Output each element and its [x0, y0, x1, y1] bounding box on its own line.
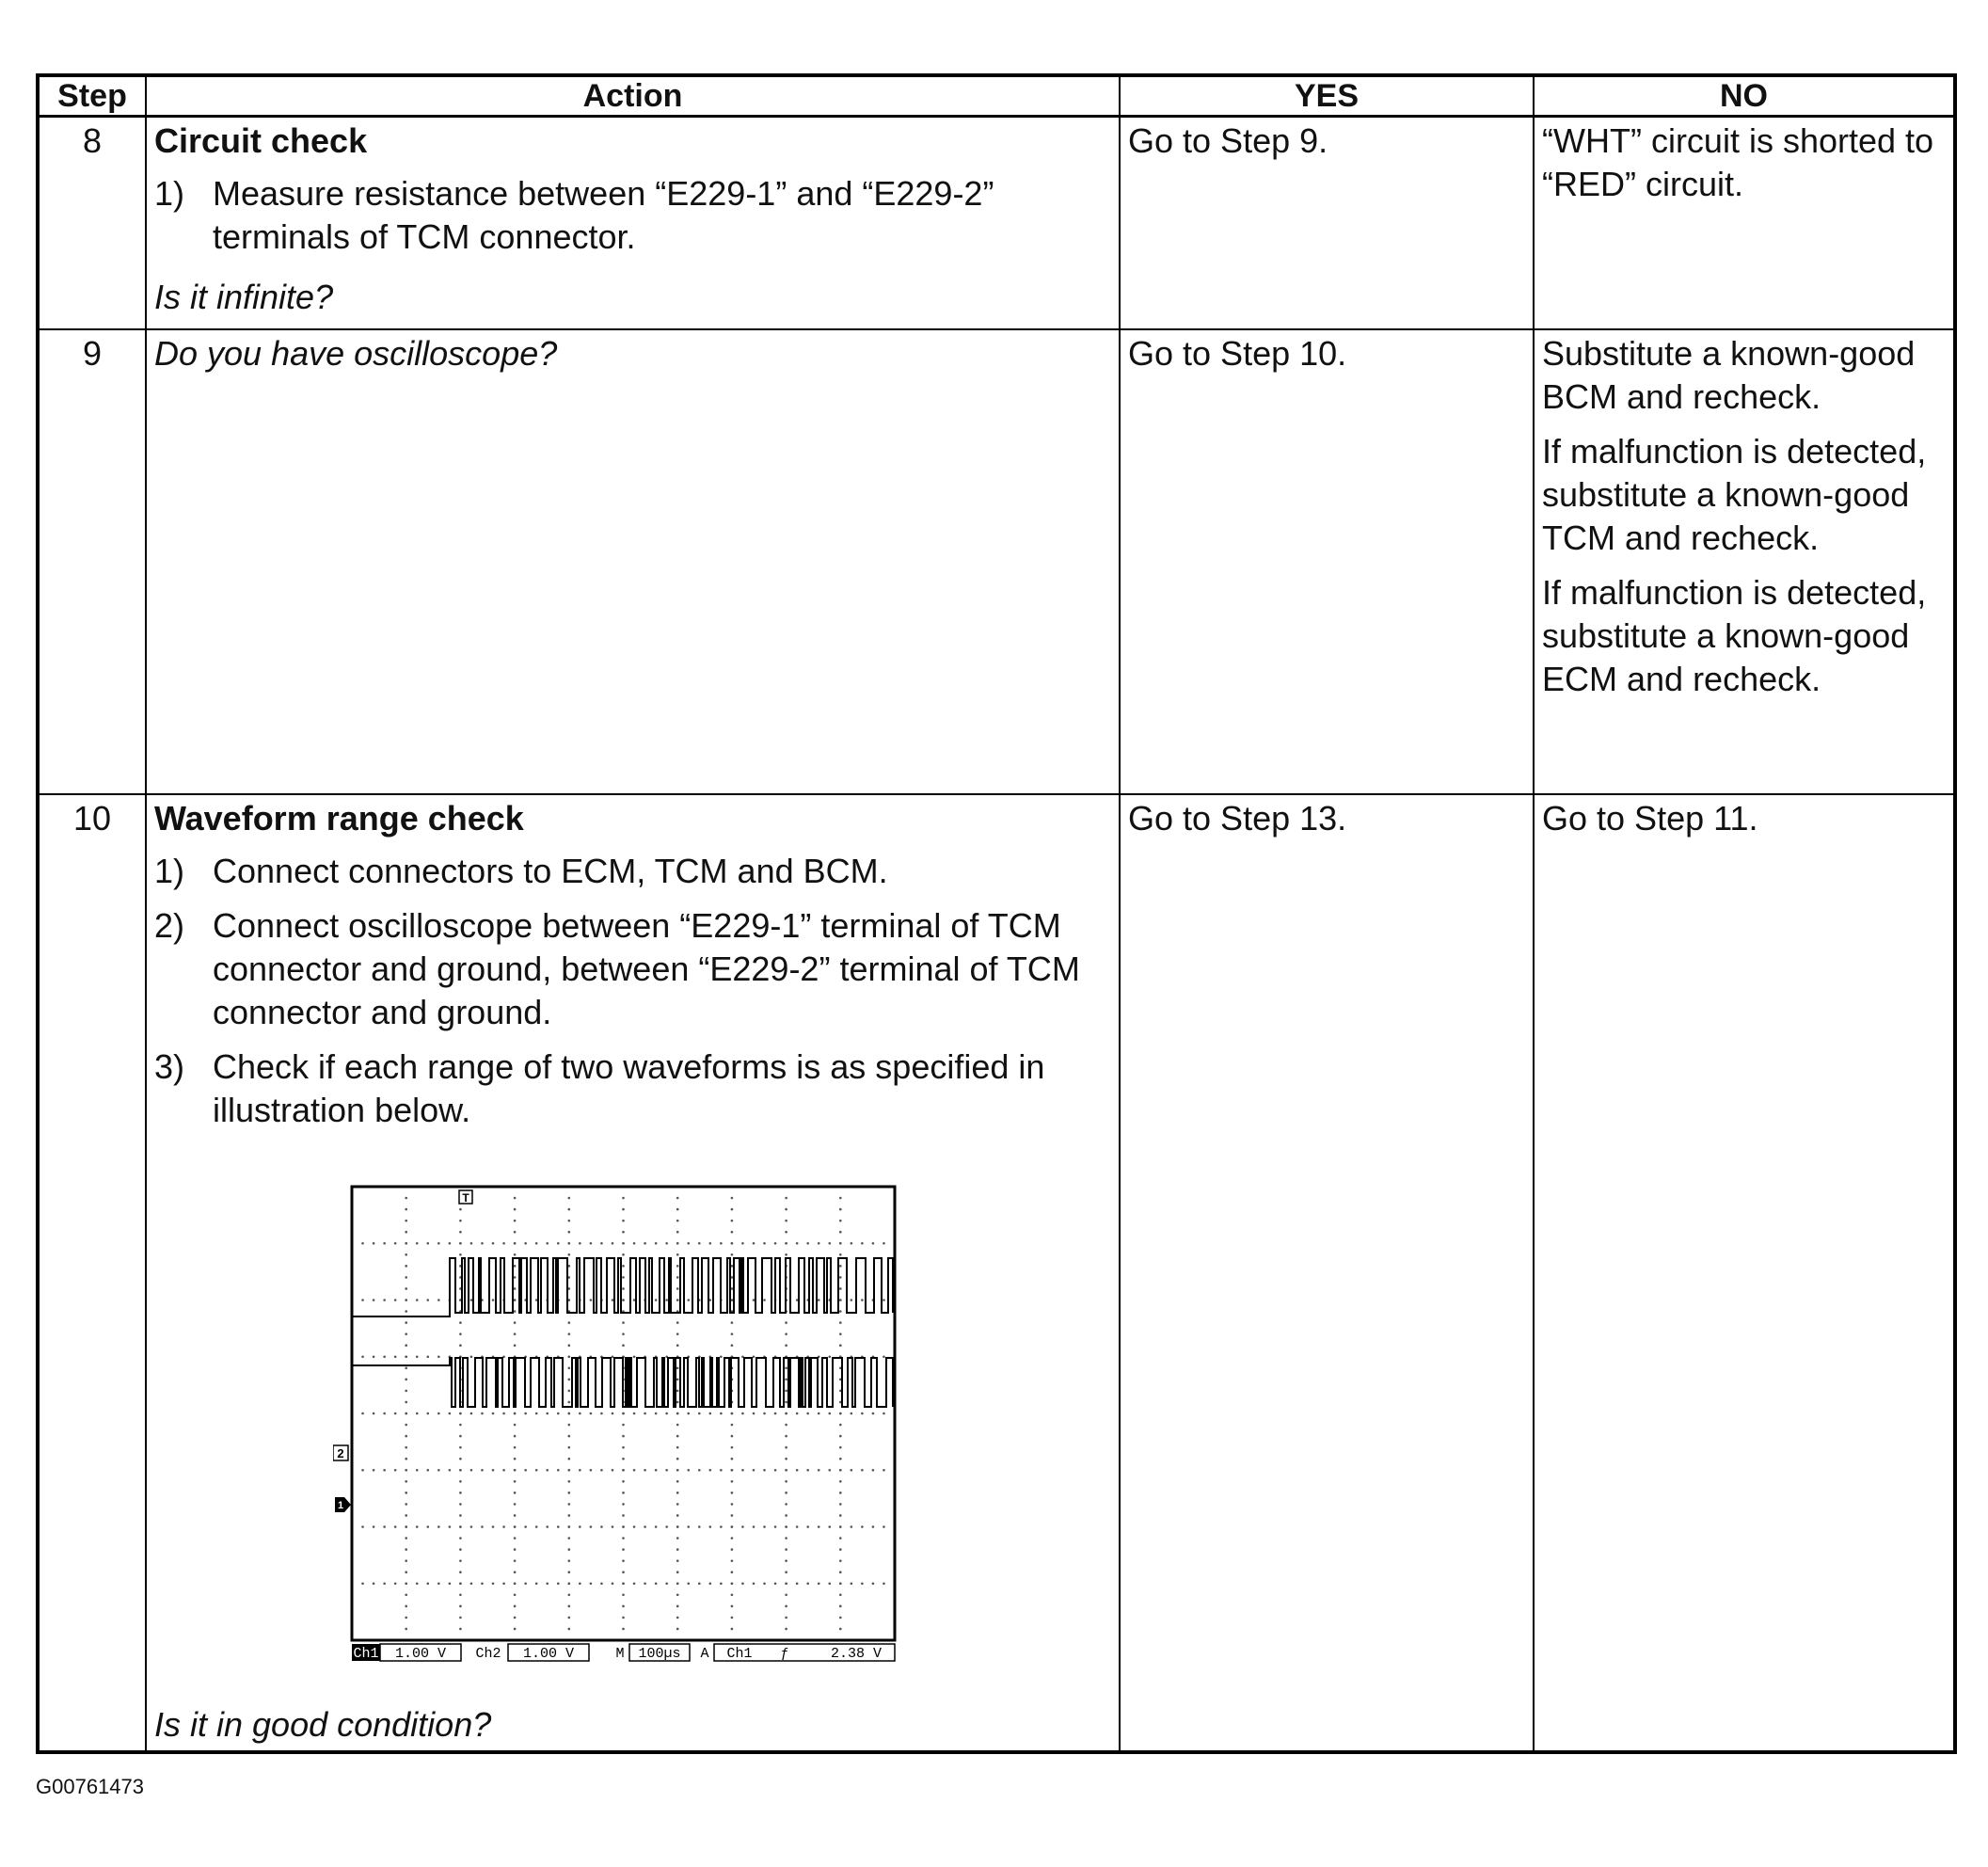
action-question: Is it in good condition? [154, 1705, 492, 1744]
no-text: Go to Step 11. [1542, 798, 1758, 838]
yes-cell: Go to Step 9. [1120, 117, 1534, 329]
action-item-text: Connect connectors to ECM, TCM and BCM. [213, 851, 888, 890]
action-item-number: 3) [154, 1046, 185, 1086]
no-cell [1534, 117, 1955, 329]
trigger-slope: ƒ [780, 1645, 789, 1662]
oscilloscope-screen [333, 1179, 898, 1668]
action-item [154, 904, 1111, 1034]
ch1-scale: 1.00 V [394, 1645, 447, 1662]
action-list [154, 850, 1111, 1132]
figure-code: G00761473 [36, 1775, 144, 1798]
no-cell [1534, 329, 1955, 794]
no-text: “WHT” circuit is shorted to “RED” circuit. [1542, 121, 1934, 203]
no-text: Substitute a known-good BCM and recheck. [1542, 333, 1916, 416]
action-cell [146, 117, 1120, 329]
header-action: Action [146, 75, 1120, 117]
ch2-ground-marker [333, 1445, 348, 1460]
yes-cell: Go to Step 10. [1120, 329, 1534, 794]
step-number: 10 [38, 794, 146, 1753]
action-item-text: Connect oscilloscope between “E229-1” terminal of TCM connector and ground, between “E229-2” terminal of TCM connector and ground. [213, 905, 1080, 1031]
no-text: If malfunction is detected, substitute a known-good TCM and recheck. [1542, 431, 1927, 557]
svg-text:1: 1 [337, 1499, 344, 1511]
header-step: Step [38, 75, 146, 117]
ch2-scale: 1.00 V [522, 1645, 575, 1662]
no-cell [1534, 794, 1955, 1753]
diagnostic-step-table [36, 73, 1957, 1754]
oscilloscope-readout-bar [352, 1644, 895, 1662]
step-number: 8 [38, 117, 146, 329]
trigger-level: 2.38 V [830, 1645, 883, 1662]
table-row-step-10 [38, 794, 1955, 1753]
action-question: Is it infinite? [154, 278, 334, 316]
table-row-step-8 [38, 117, 1955, 329]
header-yes: YES [1120, 75, 1534, 117]
action-item-number: 1) [154, 174, 185, 213]
action-question: Do you have oscilloscope? [154, 333, 558, 373]
svg-text:T: T [462, 1190, 469, 1205]
action-item [154, 1045, 1111, 1132]
table-row-step-9 [38, 329, 1955, 794]
action-item-text: Check if each range of two waveforms is as specified in illustration below. [213, 1046, 1045, 1129]
action-title: Circuit check [154, 121, 368, 160]
step-number: 9 [38, 329, 146, 794]
ch1-label: Ch1 [353, 1645, 379, 1662]
action-item-text: Measure resistance between “E229-1” and “E229-2” terminals of TCM connector. [213, 174, 994, 256]
yes-cell: Go to Step 13. [1120, 794, 1534, 1753]
header-no: NO [1534, 75, 1955, 117]
oscilloscope-illustration [333, 1179, 898, 1668]
trigger-marker [459, 1190, 472, 1205]
action-item [154, 172, 1111, 259]
action-item [154, 850, 1111, 893]
action-item-number: 1) [154, 851, 185, 890]
ch1-ground-marker [335, 1497, 351, 1512]
table-header-row [38, 75, 1955, 117]
ch2-label: Ch2 [475, 1645, 501, 1662]
action-list [154, 172, 1111, 259]
trigger-label: A [700, 1645, 709, 1662]
action-cell [146, 329, 1120, 794]
svg-text:2: 2 [337, 1445, 344, 1460]
action-cell [146, 794, 1120, 1753]
time-scale: 100µs [638, 1645, 681, 1662]
no-text: If malfunction is detected, substitute a known-good ECM and recheck. [1542, 572, 1927, 698]
time-label: M [615, 1645, 625, 1662]
action-title: Waveform range check [154, 798, 524, 838]
action-item-number: 2) [154, 905, 185, 945]
trigger-source: Ch1 [726, 1645, 753, 1662]
